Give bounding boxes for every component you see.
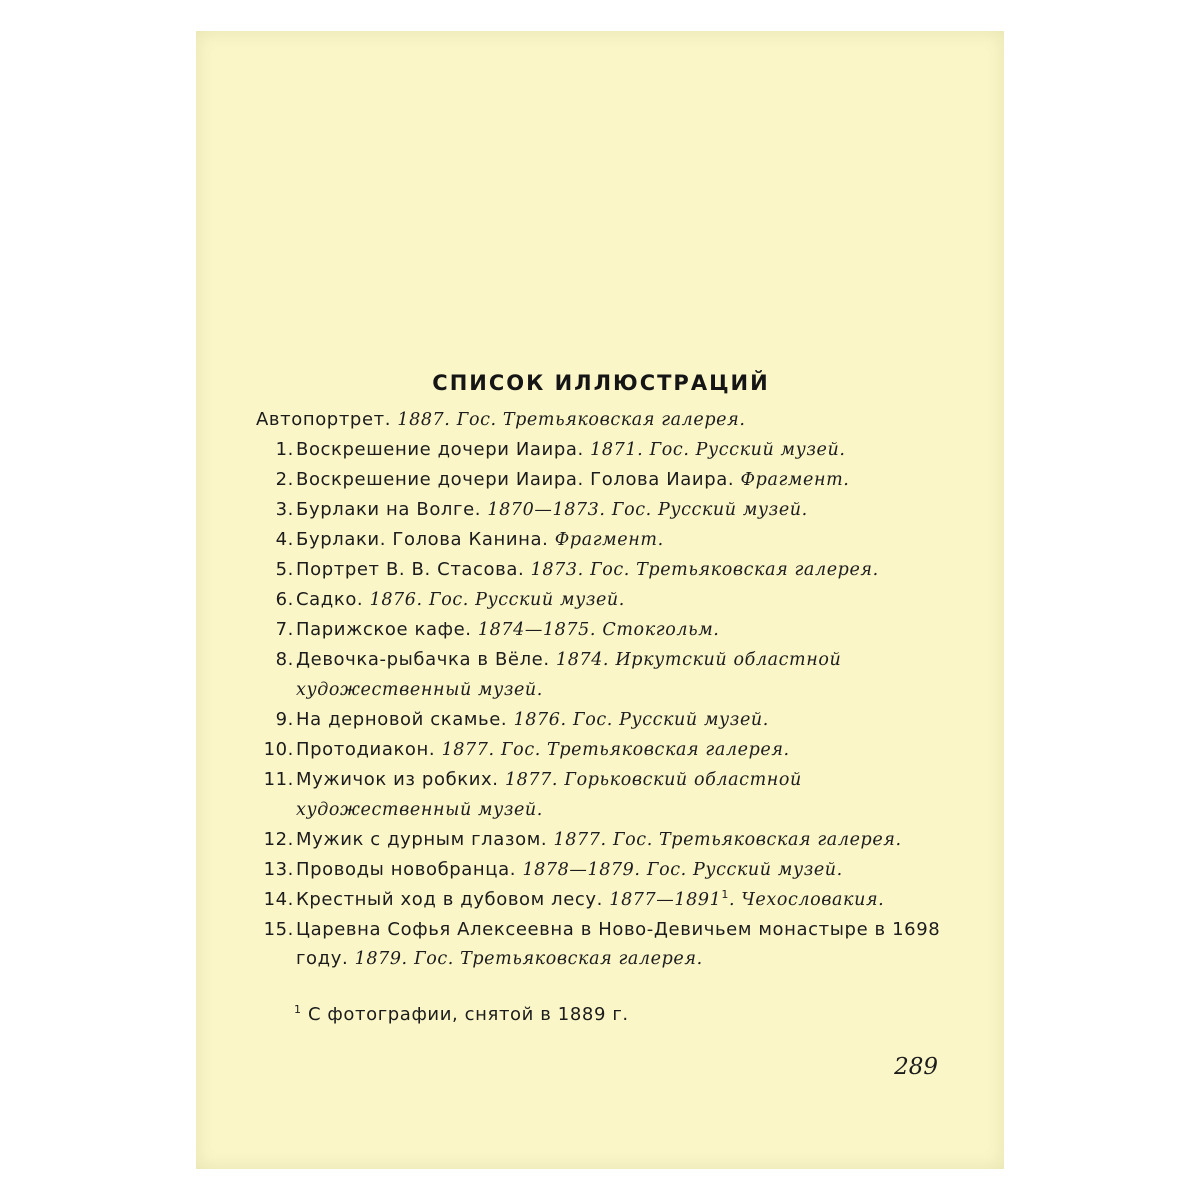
item-year: 1876. [513,710,567,730]
illustration-list [256,405,946,974]
item-title: Бурлаки на Волге. [296,499,482,520]
item-location: Стокгольм. [602,620,720,640]
item-year: 1877—1891 [609,890,722,910]
item-year: 1878—1879. [522,860,641,880]
page-number: 289 [894,1054,938,1080]
item-footnote-mark: 1 [721,888,729,901]
footnote-text: С фотографии, снятой в 1889 г. [307,1004,629,1025]
item-entry [296,465,946,495]
item-title: Девочка-рыбачка в Вёле. [296,649,550,670]
item-entry [296,855,946,885]
item-number: 14. [263,889,294,910]
list-item [256,915,946,974]
item-entry [296,435,946,465]
item-title: Парижское кафе. [296,619,472,640]
item-year: 1879. [354,949,408,969]
intro-entry [256,405,946,435]
item-number: 12. [263,829,294,850]
item-title: Протодиакон. [296,739,436,760]
item-entry [296,495,946,525]
item-location: Фрагмент. [740,470,850,490]
item-entry [296,615,946,645]
item-entry [296,705,946,735]
item-location: Гос. Русский музей. [611,500,808,520]
item-location: Гос. Русский музей. [573,710,769,730]
item-year: 1870—1873. [487,500,606,520]
item-entry [296,525,946,555]
footnote [294,1000,629,1029]
item-location: Гос. Русский музей. [646,860,843,880]
footnote-mark: 1 [294,1003,302,1016]
item-number: 9. [275,709,294,730]
item-title: Портрет В. В. Стасова. [296,559,525,580]
item-number: 10. [263,739,294,760]
item-entry [296,645,946,705]
book-page [196,31,1004,1169]
list-item [256,735,946,765]
list-item [256,585,946,615]
item-title: Садко. [296,589,364,610]
list-item [256,555,946,585]
item-title: Царевна Софья Алексеевна в Ново-Девичьем монастыре в 1698 году. [296,919,941,969]
item-title: Мужик с дурным глазом. [296,829,548,850]
item-year: 1876. [369,590,423,610]
item-entry [296,735,946,765]
item-location: Иркутский областной художественный музей. [296,650,842,700]
item-location: Гос. Третьяковская галерея. [612,830,902,850]
list-item [256,855,946,885]
page-heading: СПИСОК ИЛЛЮСТРАЦИЙ [432,371,770,395]
item-title: На дерновой скамье. [296,709,508,730]
item-year: 1877. [504,770,559,790]
list-item [256,645,946,705]
list-item [256,705,946,735]
item-title: Мужичок из робких. [296,769,499,790]
item-year: 1874. [556,650,610,670]
item-entry [296,915,946,974]
item-location: Горьковский областной художественный музей. [296,770,802,820]
item-number: 5. [275,559,294,580]
item-location: . Чехословакия. [728,890,885,910]
item-entry [296,585,946,615]
item-location: Гос. Русский музей. [649,440,846,460]
item-number: 6. [275,589,294,610]
item-number: 8. [275,649,294,670]
item-year: 1877. [553,830,607,850]
item-title: Воскрешение дочери Иаира. Голова Иаира. [296,469,735,490]
list-item [256,465,946,495]
item-number: 15. [263,919,294,940]
item-number: 7. [275,619,294,640]
list-intro [256,405,946,435]
intro-year: 1887. [397,410,451,430]
item-year: 1877. [441,740,495,760]
item-location: Фрагмент. [554,530,664,550]
item-location: Гос. Третьяковская галерея. [414,949,703,969]
item-location: Гос. Русский музей. [429,590,625,610]
item-number: 1. [275,439,294,460]
item-location: Гос. Третьяковская галерея. [501,740,790,760]
item-title: Бурлаки. Голова Канина. [296,529,549,550]
intro-place: Гос. Третьяковская галерея. [456,410,746,430]
list-item [256,825,946,855]
item-number: 2. [275,469,294,490]
item-number: 13. [263,859,294,880]
item-number: 3. [275,499,294,520]
item-year: 1874—1875. [477,620,597,640]
item-title: Крестный ход в дубовом лесу. [296,889,604,910]
item-entry [296,825,946,855]
item-number: 11. [263,769,294,790]
list-item [256,885,946,915]
list-item [256,495,946,525]
item-title: Воскрешение дочери Иаира. [296,439,584,460]
list-item [256,525,946,555]
item-location: Гос. Третьяковская галерея. [590,560,879,580]
list-item [256,615,946,645]
item-number: 4. [275,529,294,550]
list-item [256,435,946,465]
list-item [256,765,946,825]
list-items [256,435,946,974]
item-title: Проводы новобранца. [296,859,517,880]
intro-title: Автопортрет. [256,409,392,430]
item-entry [296,765,946,825]
item-year: 1873. [530,560,584,580]
item-entry [296,885,946,915]
item-year: 1871. [590,440,644,460]
item-entry [296,555,946,585]
